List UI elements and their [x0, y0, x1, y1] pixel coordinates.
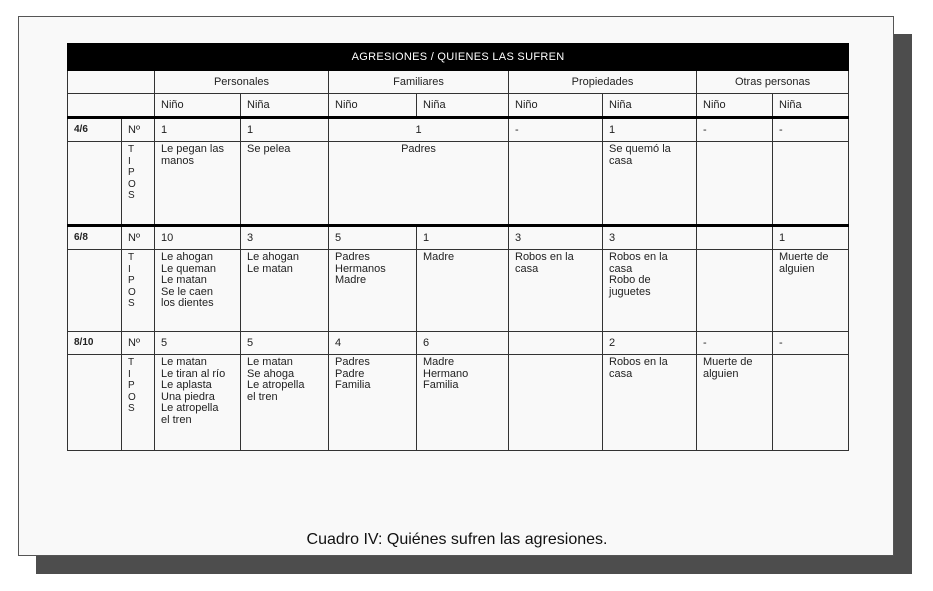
types-cell: Le matan Se ahoga Le atropella el tren [241, 355, 329, 451]
subheader-nino: Niño [697, 94, 773, 118]
count-cell: 3 [509, 226, 603, 250]
aggression-table [67, 43, 849, 451]
figure-card [18, 16, 894, 556]
blank-subheader-cell [68, 94, 155, 118]
count-cell: 10 [155, 226, 241, 250]
count-label: Nº [122, 332, 155, 355]
types-cell [773, 355, 849, 451]
blank-age-cell [68, 142, 122, 226]
count-cell: 1 [329, 118, 509, 142]
table-title: AGRESIONES / QUIENES LAS SUFREN [68, 44, 849, 71]
blank-age-cell [68, 250, 122, 332]
subheader-nina: Niña [417, 94, 509, 118]
group-header-otras-personas: Otras personas [697, 71, 849, 94]
subheader-nino: Niño [155, 94, 241, 118]
count-cell: 3 [241, 226, 329, 250]
types-cell: Madre Hermano Familia [417, 355, 509, 451]
count-cell: 1 [241, 118, 329, 142]
types-cell [509, 355, 603, 451]
age-group-label: 4/6 [68, 118, 122, 142]
age-group-label: 8/10 [68, 332, 122, 355]
subheader-nino: Niño [509, 94, 603, 118]
count-cell: 1 [155, 118, 241, 142]
types-cell: Padres [329, 142, 509, 226]
subheader-nina: Niña [241, 94, 329, 118]
count-cell: - [509, 118, 603, 142]
types-vertical-label: T I P O S [122, 355, 155, 451]
count-cell: - [697, 332, 773, 355]
count-label: Nº [122, 118, 155, 142]
types-cell [509, 142, 603, 226]
subheader-nina: Niña [603, 94, 697, 118]
types-cell: Robos en la casa Robo de juguetes [603, 250, 697, 332]
count-cell: 5 [155, 332, 241, 355]
types-cell: Le pegan las manos [155, 142, 241, 226]
subheader-nino: Niño [329, 94, 417, 118]
blank-header-cell [68, 71, 155, 94]
blank-age-cell [68, 355, 122, 451]
types-cell [697, 250, 773, 332]
count-cell: - [773, 118, 849, 142]
types-cell: Padres Hermanos Madre [329, 250, 417, 332]
types-cell: Muerte de alguien [697, 355, 773, 451]
types-cell: Padres Padre Familia [329, 355, 417, 451]
count-cell: 5 [241, 332, 329, 355]
subheader-nina: Niña [773, 94, 849, 118]
count-cell: 5 [329, 226, 417, 250]
types-cell: Madre [417, 250, 509, 332]
types-cell: Se quemó la casa [603, 142, 697, 226]
types-cell: Muerte de alguien [773, 250, 849, 332]
count-cell: 3 [603, 226, 697, 250]
types-cell: Robos en la casa [603, 355, 697, 451]
age-group-label: 6/8 [68, 226, 122, 250]
aggression-table-container [67, 43, 848, 451]
count-cell: - [697, 118, 773, 142]
types-vertical-label: T I P O S [122, 142, 155, 226]
types-cell: Le ahogan Le queman Le matan Se le caen los dientes [155, 250, 241, 332]
count-cell: - [773, 332, 849, 355]
types-vertical-label: T I P O S [122, 250, 155, 332]
types-cell [697, 142, 773, 226]
count-cell: 1 [417, 226, 509, 250]
count-cell: 2 [603, 332, 697, 355]
types-cell: Se pelea [241, 142, 329, 226]
types-cell: Le matan Le tiran al río Le aplasta Una piedra Le atropella el tren [155, 355, 241, 451]
count-cell: 4 [329, 332, 417, 355]
types-cell: Robos en la casa [509, 250, 603, 332]
types-cell [773, 142, 849, 226]
count-cell: 6 [417, 332, 509, 355]
group-header-propiedades: Propiedades [509, 71, 697, 94]
count-label: Nº [122, 226, 155, 250]
group-header-personales: Personales [155, 71, 329, 94]
count-cell [697, 226, 773, 250]
count-cell: 1 [603, 118, 697, 142]
count-cell: 1 [773, 226, 849, 250]
group-header-familiares: Familiares [329, 71, 509, 94]
count-cell [509, 332, 603, 355]
types-cell: Le ahogan Le matan [241, 250, 329, 332]
figure-caption: Cuadro IV: Quiénes sufren las agresiones. [306, 531, 608, 548]
